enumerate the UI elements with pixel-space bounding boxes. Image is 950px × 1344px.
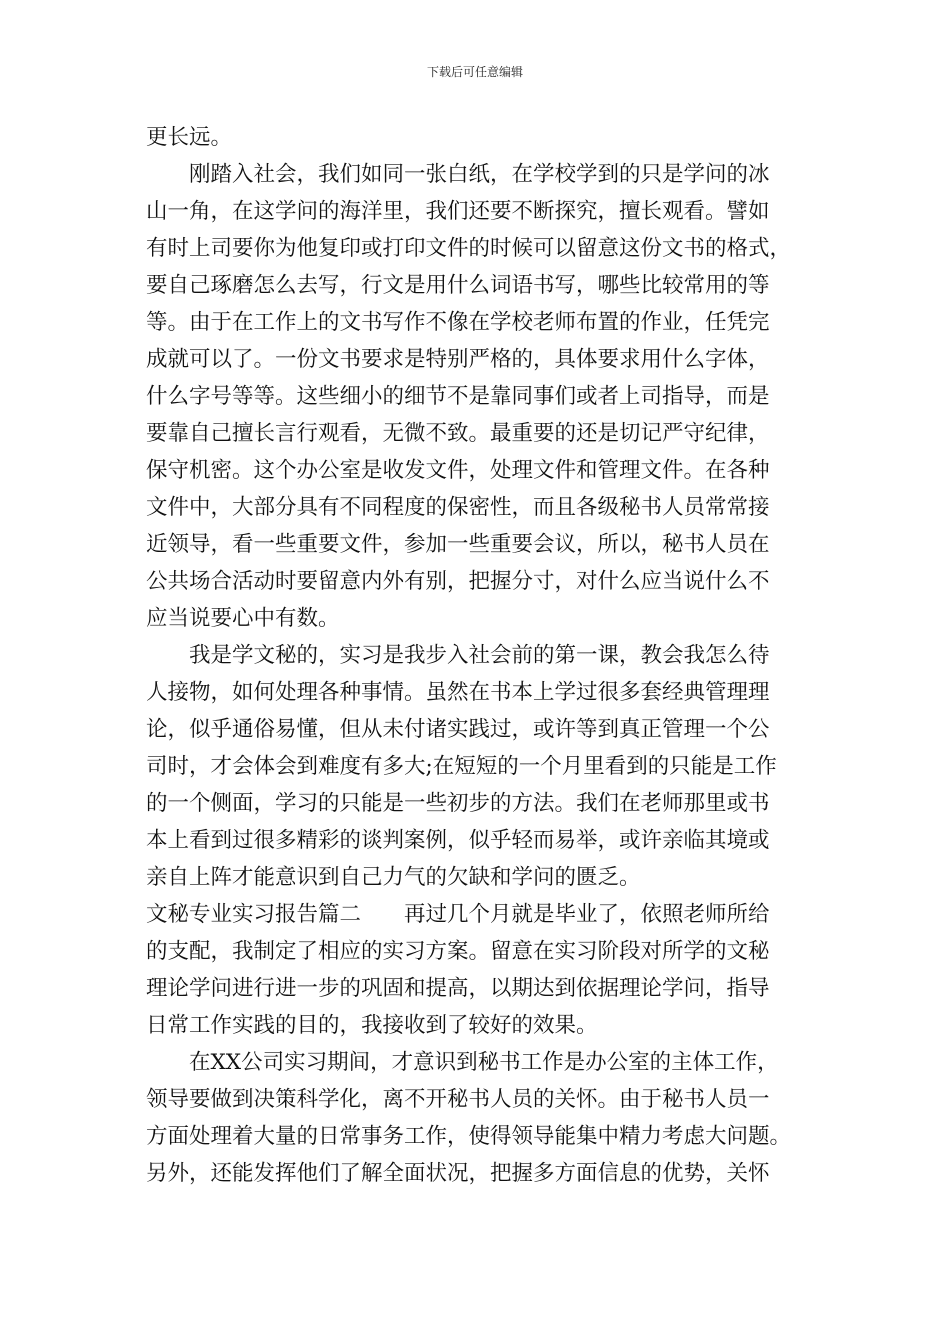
text-line: 的支配，我制定了相应的实习方案。留意在实习阶段对所学的文秘 (146, 939, 770, 964)
text-line: 司时，才会体会到难度有多大;在短短的一个月里看到的只能是工作 (146, 754, 777, 779)
text-line: 公共场合活动时要留意内外有别，把握分寸，对什么应当说什么不 (146, 569, 770, 594)
text-line: 论，似乎通俗易懂，但从未付诸实践过，或许等到真正管理一个公 (146, 717, 770, 742)
text-line: 日常工作实践的目的，我接收到了较好的效果。 (146, 1013, 598, 1038)
text-line: 成就可以了。一份文书要求是特别严格的，具体要求用什么字体， (146, 347, 770, 372)
page-header: 下载后可任意编辑 (426, 65, 523, 79)
text-line: 文件中，大部分具有不同程度的保密性，而且各级秘书人员常常接 (146, 495, 770, 520)
text-line: 有时上司要你为他复印或打印文件的时候可以留意这份文书的格式， (146, 236, 792, 261)
text-line: 什么字号等等。这些细小的细节不是靠同事们或者上司指导，而是 (146, 384, 770, 409)
text-line: 在XX公司实习期间，才意识到秘书工作是办公室的主体工作， (189, 1050, 779, 1075)
text-line: 应当说要心中有数。 (146, 606, 340, 631)
text-line: 刚踏入社会，我们如同一张白纸，在学校学到的只是学问的冰 (189, 162, 770, 187)
text-line: 的一个侧面，学习的只能是一些初步的方法。我们在老师那里或书 (146, 791, 770, 816)
text-line: 等。由于在工作上的文书写作不像在学校老师布置的作业，任凭完 (146, 310, 770, 335)
text-line: 更长远。 (146, 125, 233, 150)
text-line: 文秘专业实习报告篇二 再过几个月就是毕业了，依照老师所给 (146, 902, 770, 927)
text-line: 亲自上阵才能意识到自己力气的欠缺和学问的匮乏。 (146, 865, 641, 890)
text-line: 理论学问进行进一步的巩固和提高，以期达到依据理论学问，指导 (146, 976, 770, 1001)
text-line: 近领导，看一些重要文件，参加一些重要会议，所以，秘书人员在 (146, 532, 770, 557)
text-line: 另外，还能发挥他们了解全面状况，把握多方面信息的优势，关怀 (146, 1161, 770, 1186)
text-line: 我是学文秘的，实习是我步入社会前的第一课，教会我怎么待 (189, 643, 770, 668)
text-line: 保守机密。这个办公室是收发文件，处理文件和管理文件。在各种 (146, 458, 770, 483)
text-line: 方面处理着大量的日常事务工作，使得领导能集中精力考虑大问题。 (146, 1124, 792, 1149)
document-body (146, 119, 816, 1192)
text-line: 本上看到过很多精彩的谈判案例，似乎轻而易举，或许亲临其境或 (146, 828, 770, 853)
text-line: 山一角，在这学问的海洋里，我们还要不断探究，擅长观看。譬如 (146, 199, 770, 224)
text-line: 人接物，如何处理各种事情。虽然在书本上学过很多套经典管理理 (146, 680, 770, 705)
text-line: 领导要做到决策科学化，离不开秘书人员的关怀。由于秘书人员一 (146, 1087, 770, 1112)
text-line: 要自己琢磨怎么去写，行文是用什么词语书写，哪些比较常用的等 (146, 273, 770, 298)
text-line: 要靠自己擅长言行观看，无微不致。最重要的还是切记严守纪律， (146, 421, 770, 446)
